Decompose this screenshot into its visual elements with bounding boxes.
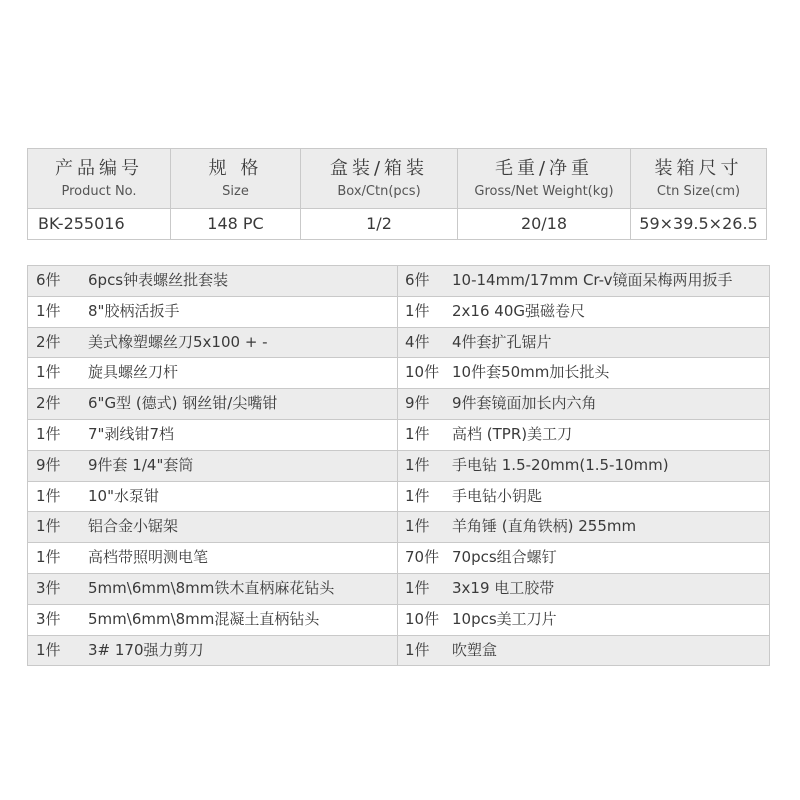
spec-header-row [28, 149, 766, 209]
item-qty-right: 70件 [405, 548, 440, 567]
item-name-left: 铝合金小锯架 [88, 517, 179, 536]
item-qty-right: 1件 [405, 455, 430, 474]
item-name-left: 5mm\6mm\8mm混凝土直柄钻头 [88, 609, 320, 628]
column-divider [397, 328, 398, 358]
value-size-text: 148 PC [207, 214, 264, 233]
item-qty-left: 1件 [36, 363, 61, 382]
item-name-right: 吹塑盒 [452, 640, 498, 659]
item-qty-left: 2件 [36, 332, 61, 351]
table-row [28, 297, 769, 328]
item-name-right: 羊角锤 (直角铁柄) 255mm [452, 517, 637, 536]
spec-value-row [28, 209, 766, 239]
value-box-ctn [301, 209, 458, 239]
item-name-right: 手电钻小钥匙 [452, 486, 543, 505]
table-row [28, 266, 769, 297]
item-qty-right: 9件 [405, 394, 430, 413]
item-name-right: 9件套镜面加长内六角 [452, 394, 597, 413]
column-divider [397, 512, 398, 542]
header-product-no-cn: 产品编号 [55, 158, 143, 179]
item-name-right: 70pcs组合螺钉 [452, 548, 557, 567]
column-divider [397, 543, 398, 573]
value-weight [458, 209, 631, 239]
column-divider [397, 451, 398, 481]
item-qty-right: 1件 [405, 640, 430, 659]
column-divider [397, 574, 398, 604]
item-qty-left: 1件 [36, 486, 61, 505]
item-qty-left: 1件 [36, 424, 61, 443]
column-divider [397, 266, 398, 296]
header-size-en: Size [222, 184, 249, 199]
item-name-right: 高档 (TPR)美工刀 [452, 424, 573, 443]
column-divider [397, 420, 398, 450]
item-name-right: 手电钻 1.5-20mm(1.5-10mm) [452, 455, 669, 474]
header-product-no [28, 149, 171, 208]
table-row [28, 389, 769, 420]
item-name-right: 2x16 40G强磁卷尺 [452, 301, 585, 320]
item-name-left: 美式橡塑螺丝刀5x100 + - [88, 332, 268, 351]
table-row [28, 543, 769, 574]
item-qty-right: 10件 [405, 609, 440, 628]
item-qty-right: 1件 [405, 517, 430, 536]
value-product-no [28, 209, 171, 239]
item-qty-left: 1件 [36, 517, 61, 536]
table-row [28, 328, 769, 359]
header-weight [458, 149, 631, 208]
header-weight-cn: 毛重/净重 [494, 158, 594, 179]
header-box-ctn-en: Box/Ctn(pcs) [337, 184, 421, 199]
item-qty-right: 10件 [405, 363, 440, 382]
item-name-left: 3# 170强力剪刀 [88, 640, 204, 659]
column-divider [397, 389, 398, 419]
header-size-cn: 规 格 [208, 158, 263, 179]
item-qty-right: 1件 [405, 301, 430, 320]
table-row [28, 574, 769, 605]
value-box-ctn-text: 1/2 [366, 214, 392, 233]
column-divider [397, 358, 398, 388]
table-row [28, 605, 769, 636]
table-row [28, 636, 769, 667]
item-qty-left: 3件 [36, 578, 61, 597]
header-box-ctn-cn: 盒装/箱装 [329, 158, 429, 179]
header-ctn-size [631, 149, 766, 208]
item-name-left: 7"剥线钳7档 [88, 424, 174, 443]
value-weight-text: 20/18 [520, 214, 568, 233]
item-qty-right: 6件 [405, 271, 430, 289]
item-qty-left: 9件 [36, 455, 61, 474]
spec-table [27, 148, 767, 240]
value-size [171, 209, 301, 239]
header-product-no-en: Product No. [61, 184, 137, 199]
column-divider [397, 482, 398, 512]
item-name-left: 9件套 1/4"套筒 [88, 455, 194, 474]
column-divider [397, 636, 398, 666]
table-row [28, 420, 769, 451]
header-size [171, 149, 301, 208]
item-name-left: 6pcs钟表螺丝批套装 [88, 271, 229, 289]
item-qty-right: 1件 [405, 578, 430, 597]
item-qty-left: 6件 [36, 271, 61, 289]
header-weight-en: Gross/Net Weight(kg) [474, 184, 614, 199]
item-qty-left: 1件 [36, 640, 61, 659]
table-row [28, 358, 769, 389]
table-row [28, 512, 769, 543]
item-name-left: 5mm\6mm\8mm铁木直柄麻花钻头 [88, 578, 335, 597]
item-name-right: 10件套50mm加长批头 [452, 363, 610, 382]
item-name-left: 旋具螺丝刀杆 [88, 363, 179, 382]
item-qty-right: 1件 [405, 486, 430, 505]
item-qty-left: 2件 [36, 394, 61, 413]
item-qty-left: 3件 [36, 609, 61, 628]
header-box-ctn [301, 149, 458, 208]
value-ctn-size [631, 209, 766, 239]
items-table [27, 265, 770, 666]
item-name-right: 4件套扩孔锯片 [452, 332, 552, 351]
value-ctn-size-text: 59×39.5×26.5 [639, 214, 758, 233]
item-name-left: 8"胶柄活扳手 [88, 301, 180, 320]
header-ctn-size-en: Ctn Size(cm) [656, 184, 741, 199]
item-name-right: 10pcs美工刀片 [452, 609, 557, 628]
item-name-left: 高档带照明测电笔 [88, 548, 209, 567]
header-ctn-size-cn: 装箱尺寸 [654, 158, 743, 179]
column-divider [397, 297, 398, 327]
item-qty-left: 1件 [36, 548, 61, 567]
item-qty-right: 4件 [405, 332, 430, 351]
item-name-right: 10-14mm/17mm Cr-v镜面呆梅两用扳手 [452, 271, 733, 289]
item-name-left: 10"水泵钳 [88, 486, 159, 505]
value-product-no-text: BK-255016 [38, 214, 125, 233]
item-name-left: 6"G型 (德式) 钢丝钳/尖嘴钳 [88, 394, 278, 413]
column-divider [397, 605, 398, 635]
table-row [28, 482, 769, 513]
item-qty-left: 1件 [36, 301, 61, 320]
item-name-right: 3x19 电工胶带 [452, 578, 555, 597]
table-row [28, 451, 769, 482]
item-qty-right: 1件 [405, 424, 430, 443]
